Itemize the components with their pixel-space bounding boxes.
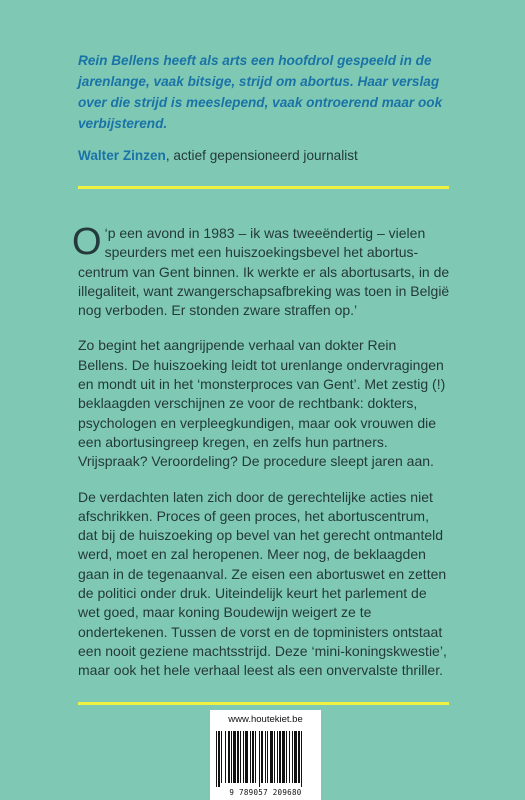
barcode-bar <box>301 731 302 787</box>
opening-quote-mark: ‘ <box>104 225 108 241</box>
paragraph-opening <box>72 221 450 320</box>
barcode-bar <box>265 731 266 783</box>
barcode-bar <box>228 731 230 783</box>
barcode-bar <box>261 731 263 783</box>
barcode-bar <box>279 731 281 783</box>
blurb-attribution <box>78 145 470 166</box>
top-divider <box>78 186 449 189</box>
barcode-bar <box>243 731 244 783</box>
barcode-bar <box>225 731 226 783</box>
barcode-bar <box>259 731 260 787</box>
barcode-bar <box>218 731 220 787</box>
barcode-bar <box>286 731 287 783</box>
barcode-bar <box>255 731 256 783</box>
barcode-bar <box>270 731 273 783</box>
paragraph-3: De verdachten laten zich door de gerechtelijke acties niet afschrikken. Proces of geen proces, het abortuscentrum, dat bij de huiszoeking op bevel van het gerecht ontmanteld werd, moet en zal heropenen. Meer nog, de beklaagden gaan in de tegenaanval. Ze eisen een abortuswet en zetten de politici onder druk. Uiteindelijk keurt het parlement de wet goed, maar koning Boudewijn weigert ze te ondertekenen. Tussen de vorst en de topministers ontstaat een nooit geziene machtsstrijd. Deze ‘mini-koningskwestie’, maar ook het hele verhaal leest als een onvervalste thriller. <box>78 488 447 679</box>
barcode-bar <box>216 731 217 787</box>
barcode-bar <box>237 731 239 783</box>
barcode-bar <box>274 731 275 783</box>
barcode-bar <box>221 731 222 783</box>
back-cover-text <box>72 221 450 697</box>
barcode-bar <box>233 731 236 783</box>
barcode-bar <box>289 731 290 783</box>
paragraph-2: Zo begint het aangrijpende verhaal van dokter Rein Bellens. De huiszoeking leidt tot urenlange ondervragingen en mondt uit in het ‘monsterproces van Gent’. Met zestig (!) beklaagden verschijnen ze voor de rechtbank: dokters, psychologen en verpleegkundigen, maar ook vrouwen die een abortusingreep kregen, en zelfs hun partners. Vrijspraak? Veroordeling? De procedure sleept jaren aan. <box>78 337 446 470</box>
paragraph-opening-text: p een avond in 1983 – ik was tweeëndertig – vielen speurders met een huiszoekingsbevel het abortuscentrum van Gent binnen. Ik werkte er als abortusarts, in de illegaliteit, want zwangerschapsafbreking was toen in België nog verboden. Er stonden zware straffen op.’ <box>78 225 450 319</box>
barcode-panel <box>210 710 321 800</box>
barcode-bar <box>240 731 241 783</box>
barcode-bar <box>294 731 297 783</box>
isbn-number: 9 789057 209680 <box>229 788 302 797</box>
barcode-bar <box>292 731 293 783</box>
blurb-author-role: , actief gepensioneerd journalist <box>165 148 358 163</box>
barcode-icon <box>214 731 317 787</box>
bottom-divider <box>78 702 449 705</box>
drop-cap: O <box>72 221 102 263</box>
publisher-website: www.houtekiet.be <box>228 714 303 725</box>
barcode-bar <box>298 731 300 783</box>
barcode-bar <box>252 731 254 783</box>
barcode-bar <box>231 731 232 783</box>
barcode-bar <box>282 731 285 783</box>
blurb-author: Walter Zinzen <box>78 148 166 163</box>
barcode-bar <box>245 731 248 783</box>
barcode-bar <box>250 731 251 783</box>
blurb-quote: Rein Bellens heeft als arts een hoofdrol gespeeld in de jarenlange, vaak bitsige, strijd om abortus. Haar verslag over die strijd is meeslepend, vaak ontroerend maar ook verbijsterend. <box>78 53 443 131</box>
barcode-bar <box>277 731 278 783</box>
barcode-bar <box>267 731 268 783</box>
